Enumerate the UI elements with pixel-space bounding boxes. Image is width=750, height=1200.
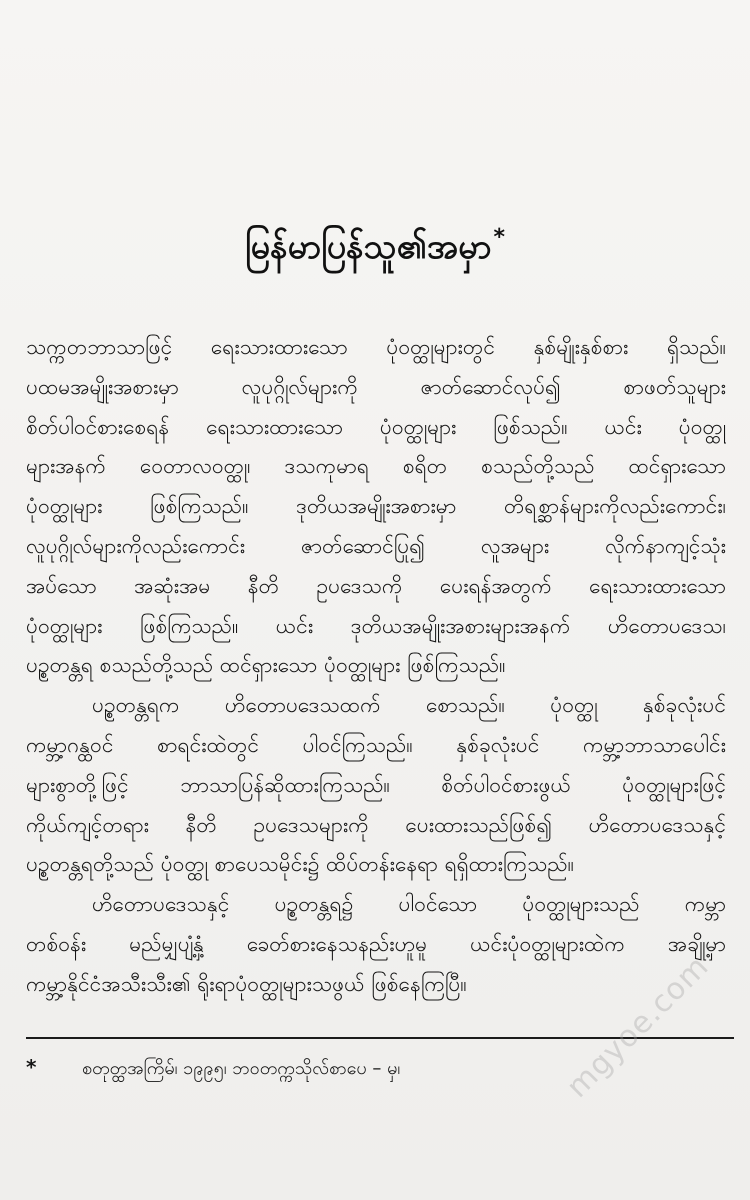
footnote-marker: * [26, 1055, 37, 1079]
paragraph-2-line: ပဉ္စတန္တရတို့သည် ပုံဝတ္ထု စာပေသမိုင်း၌ ထိပ်တန်းနေရာ ရရှိထားကြသည်။ [26, 852, 575, 877]
body-text [26, 328, 726, 1005]
title-text: မြန်မာပြန်သူ၏အမှာ [244, 227, 492, 267]
paragraph-1-line: အပ်သော အဆုံးအမ နီတိ ဥပဒေသကို ပေးရန်အတွက် ရေးသားထားသော [26, 573, 726, 598]
paragraph-1-line: ပုံဝတ္ထုများ ဖြစ်ကြသည်။ ယင်း ဒုတိယအမျိုးအစားများအနက် ဟိတောပဒေသ၊ [26, 613, 726, 638]
title-footnote-marker: * [493, 225, 506, 250]
paragraph-1-line: ပဉ္စတန္တရ စသည်တို့သည် ထင်ရှားသော ပုံဝတ္ထုများ ဖြစ်ကြသည်။ [26, 653, 506, 678]
paragraph-3-line: တစ်ဝန်း မည်မျှပျံ့နှံ့ ခေတ်စားနေသနည်းဟူမူ ယင်းပုံဝတ္ထုများထဲက အချို့မှာ [26, 931, 726, 956]
paragraph-3-line: ကမ္ဘာ့နိုင်ငံအသီးသီး၏ ရိုးရာပုံဝတ္ထုများသဖွယ် ဖြစ်နေကြပြီ။ [26, 971, 467, 996]
paragraph-1-line: ပထမအမျိုးအစားမှာ လူပုဂ္ဂိုလ်များကို ဇာတ်ဆောင်လုပ်၍ စာဖတ်သူများ [26, 374, 726, 399]
paragraph-2-line: များစွာတို့ဖြင့် ဘာသာပြန်ဆိုထားကြသည်။ စိတ်ပါဝင်စားဖွယ် ပုံဝတ္ထုများဖြင့် [26, 772, 726, 797]
paragraph-1-line: လူပုဂ္ဂိုလ်များကိုလည်းကောင်း ဇာတ်ဆောင်ပြု၍ လူအများ လိုက်နာကျင့်သုံး [26, 533, 726, 558]
watermark: mgyoe.com [560, 948, 716, 1105]
footnote-text: စတုတ္ထအကြိမ်၊ ၁၉၉၅၊ ဘဝတက္ကသိုလ်စာပေ – မှ၊ [82, 1058, 401, 1079]
paragraph-2-line: ကမ္ဘာ့ဂန္ထဝင် စာရင်းထဲတွင် ပါဝင်ကြသည်။ နှစ်ခုလုံးပင် ကမ္ဘာ့ဘာသာပေါင်း [26, 732, 726, 757]
paragraph-2-line: ကိုယ်ကျင့်တရား နီတိ ဥပဒေသများကို ပေးထားသည်ဖြစ်၍ ဟိတောပဒေသနှင့် [26, 812, 726, 837]
paragraph-1-line: စိတ်ပါဝင်စားစေရန် ရေးသားထားသော ပုံဝတ္ထုများ ဖြစ်သည်။ ယင်း ပုံဝတ္ထု [26, 414, 726, 439]
page-title [0, 222, 750, 277]
paragraph-3-line: ဟိတောပဒေသနှင့် ပဉ္စတန္တရ၌ ပါဝင်သော ပုံဝတ္ထုများသည် ကမ္ဘာ [92, 892, 726, 917]
paragraph-1-line: များအနက် ဝေတာလဝတ္ထု၊ ဒသကုမာရ စရိတ စသည်တို့သည် ထင်ရှားသော [26, 454, 726, 479]
paragraph-1-line: ပုံဝတ္ထုများ ဖြစ်ကြသည်။ ဒုတိယအမျိုးအစားမှာ တိရစ္ဆာန်များကိုလည်းကောင်း၊ [26, 494, 726, 519]
paragraph-2-line: ပဉ္စတန္တရက ဟိတောပဒေသထက် စောသည်။ ပုံဝတ္ထု နှစ်ခုလုံးပင် [92, 693, 726, 718]
paragraph-1-line: သက္ကတဘာသာဖြင့် ရေးသားထားသော ပုံဝတ္ထုများတွင် နှစ်မျိုးနှစ်စား ရှိသည်။ [26, 335, 726, 359]
